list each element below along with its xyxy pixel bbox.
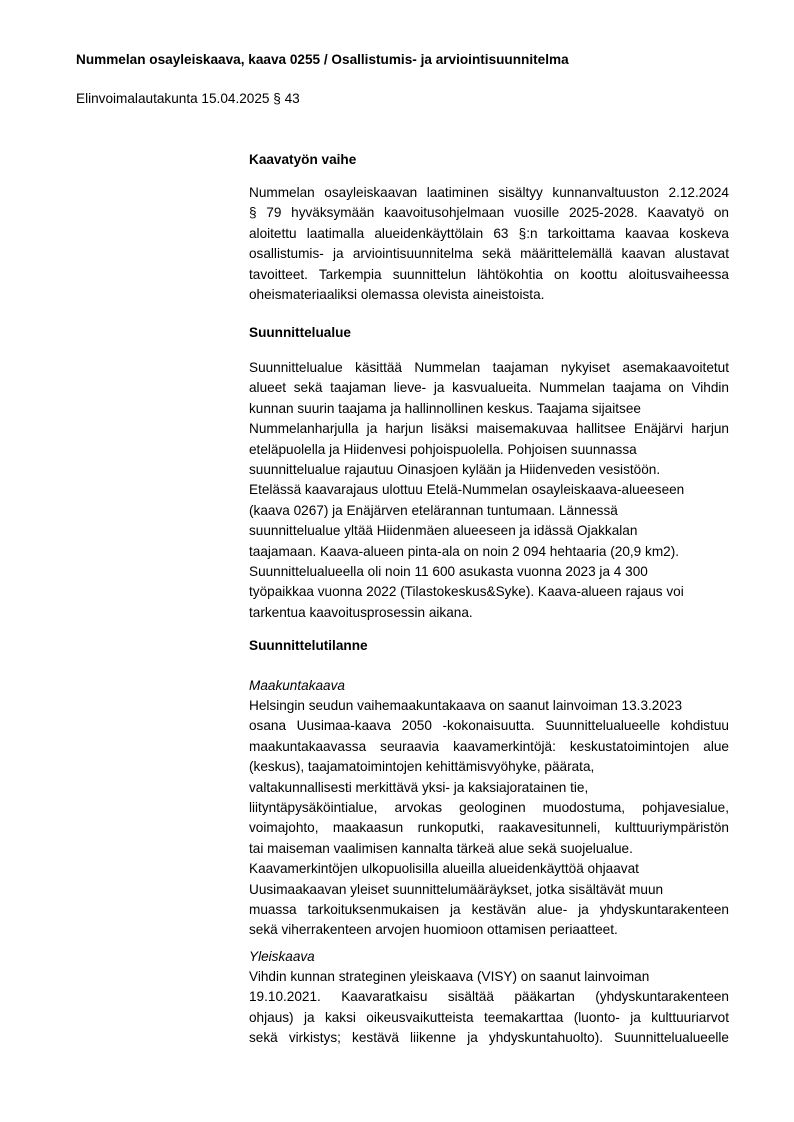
text-line: taajamaan. Kaava-alueen pinta-ala on noin 2 094 hehtaaria (20,9 km2). <box>249 543 680 559</box>
text-line: muassa tarkoituksenmukaisen ja kestävän alue- ja yhdyskuntarakenteen <box>249 902 729 918</box>
text-line: sekä viherrakenteen arvojen huomioon ottamisen periaatteet. <box>249 922 618 938</box>
text-line: § 79 hyväksymään kaavoitusohjelmaan vuosille 2025-2028. Kaavatyö on <box>249 205 729 221</box>
paragraph-suunnittelualue <box>249 358 729 623</box>
subheading-maakuntakaava: Maakuntakaava <box>249 678 345 693</box>
text-line: Helsingin seudun vaihemaakuntakaava on saanut lainvoiman 13.3.2023 <box>249 698 683 713</box>
text-line: Kaavamerkintöjen ulkopuolisilla alueilla alueidenkäyttöä ohjaavat <box>249 861 639 877</box>
text-line: Nummelanharjulla ja harjun lisäksi maisemakuvaa hallitsee Enäjärvi harjun <box>249 421 729 437</box>
text-line: valtakunnallisesti merkittävä yksi- ja kaksiajoratainen tie, <box>249 779 589 795</box>
text-line: Suunnittelualueella oli noin 11 600 asukasta vuonna 2023 ja 4 300 <box>249 564 648 580</box>
text-line: kunnan suurin taajama ja hallinnollinen keskus. Taajama sijaitsee <box>249 400 641 416</box>
section-heading-kaavatyon-vaihe: Kaavatyön vaihe <box>249 152 357 167</box>
text-line: voimajohto, maakaasun runkoputki, raakavesitunneli, kulttuuriympäristön <box>249 820 729 836</box>
text-line: osallistumis- ja arviointisuunnitelma sekä määrittelemällä kaavan alustavat <box>249 246 729 262</box>
text-line: tarkentua kaavoitusprosessin aikana. <box>249 604 473 620</box>
text-line: Etelässä kaavarajaus ulottuu Etelä-Nummelan osayleiskaava-alueeseen <box>249 482 685 498</box>
text-line: eteläpuolella ja Hiidenvesi pohjoispuolella. Pohjoisen suunnassa <box>249 441 637 457</box>
text-line: suunnittelualue rajautuu Oinasjoen kylään ja Hiidenveden vesistöön. <box>249 462 661 478</box>
section-heading-suunnittelualue: Suunnittelualue <box>249 325 351 340</box>
text-line: Uusimaakaavan yleiset suunnittelumääräykset, jotka sisältävät muun <box>249 881 664 897</box>
text-line: alueet sekä taajaman lieve- ja kasvualueita. Nummelan taajama on Vihdin <box>249 380 729 396</box>
text-line: Suunnittelualue käsittää Nummelan taajaman nykyiset asemakaavoitetut <box>249 360 729 375</box>
paragraph-yleiskaava <box>249 967 729 1049</box>
document-header-title: Nummelan osayleiskaava, kaava 0255 / Osallistumis- ja arviointisuunnitelma <box>76 52 569 67</box>
text-line: suunnittelualue yltää Hiidenmäen alueeseen ja idässä Ojakkalan <box>249 523 638 539</box>
text-line: maakuntakaavassa seuraavia kaavamerkintöjä: keskustatoimintojen alue <box>249 738 729 754</box>
paragraph-kaavatyon-vaihe <box>249 183 729 305</box>
text-line: Nummelan osayleiskaavan laatiminen sisältyy kunnanvaltuuston 2.12.2024 <box>249 185 729 200</box>
text-line: osana Uusimaa-kaava 2050 -kokonaisuutta. Suunnittelualueelle kohdistuu <box>249 718 729 734</box>
meeting-reference: Elinvoimalautakunta 15.04.2025 § 43 <box>76 91 300 106</box>
paragraph-maakuntakaava <box>249 696 729 941</box>
text-line: sekä virkistys; kestävä liikenne ja yhdyskuntahuolto). Suunnittelualueelle <box>249 1030 729 1046</box>
text-line: tai maiseman vaalimisen kannalta tärkeä alue sekä suojelualue. <box>249 840 633 856</box>
text-line: Vihdin kunnan strateginen yleiskaava (VISY) on saanut lainvoiman <box>249 969 650 984</box>
text-line: (kaava 0267) ja Enäjärven etelärannan tuntumaan. Lännessä <box>249 502 618 518</box>
text-line: liityntäpysäköintialue, arvokas geologinen muodostuma, pohjavesialue, <box>249 800 729 816</box>
text-line: aloitettu laatimalla alueidenkäyttölain 63 §:n tarkoittama kaavaa koskeva <box>249 225 729 241</box>
subheading-yleiskaava: Yleiskaava <box>249 949 315 964</box>
text-line: tavoitteet. Tarkempia suunnittelun lähtökohtia on koottu aloitusvaiheessa <box>249 266 729 282</box>
section-heading-suunnittelutilanne: Suunnittelutilanne <box>249 638 368 653</box>
text-line: työpaikkaa vuonna 2022 (Tilastokeskus&Syke). Kaava-alueen rajaus voi <box>249 584 684 600</box>
text-line: oheismateriaaliksi olemassa olevista aineistoista. <box>249 287 545 303</box>
text-line: ohjaus) ja kaksi oikeusvaikutteista teemakarttaa (luonto- ja kulttuuriarvot <box>249 1009 729 1025</box>
text-line: 19.10.2021. Kaavaratkaisu sisältää pääkartan (yhdyskuntarakenteen <box>249 989 729 1005</box>
text-line: (keskus), taajamatoimintojen kehittämisvyöhyke, päärata, <box>249 759 595 775</box>
